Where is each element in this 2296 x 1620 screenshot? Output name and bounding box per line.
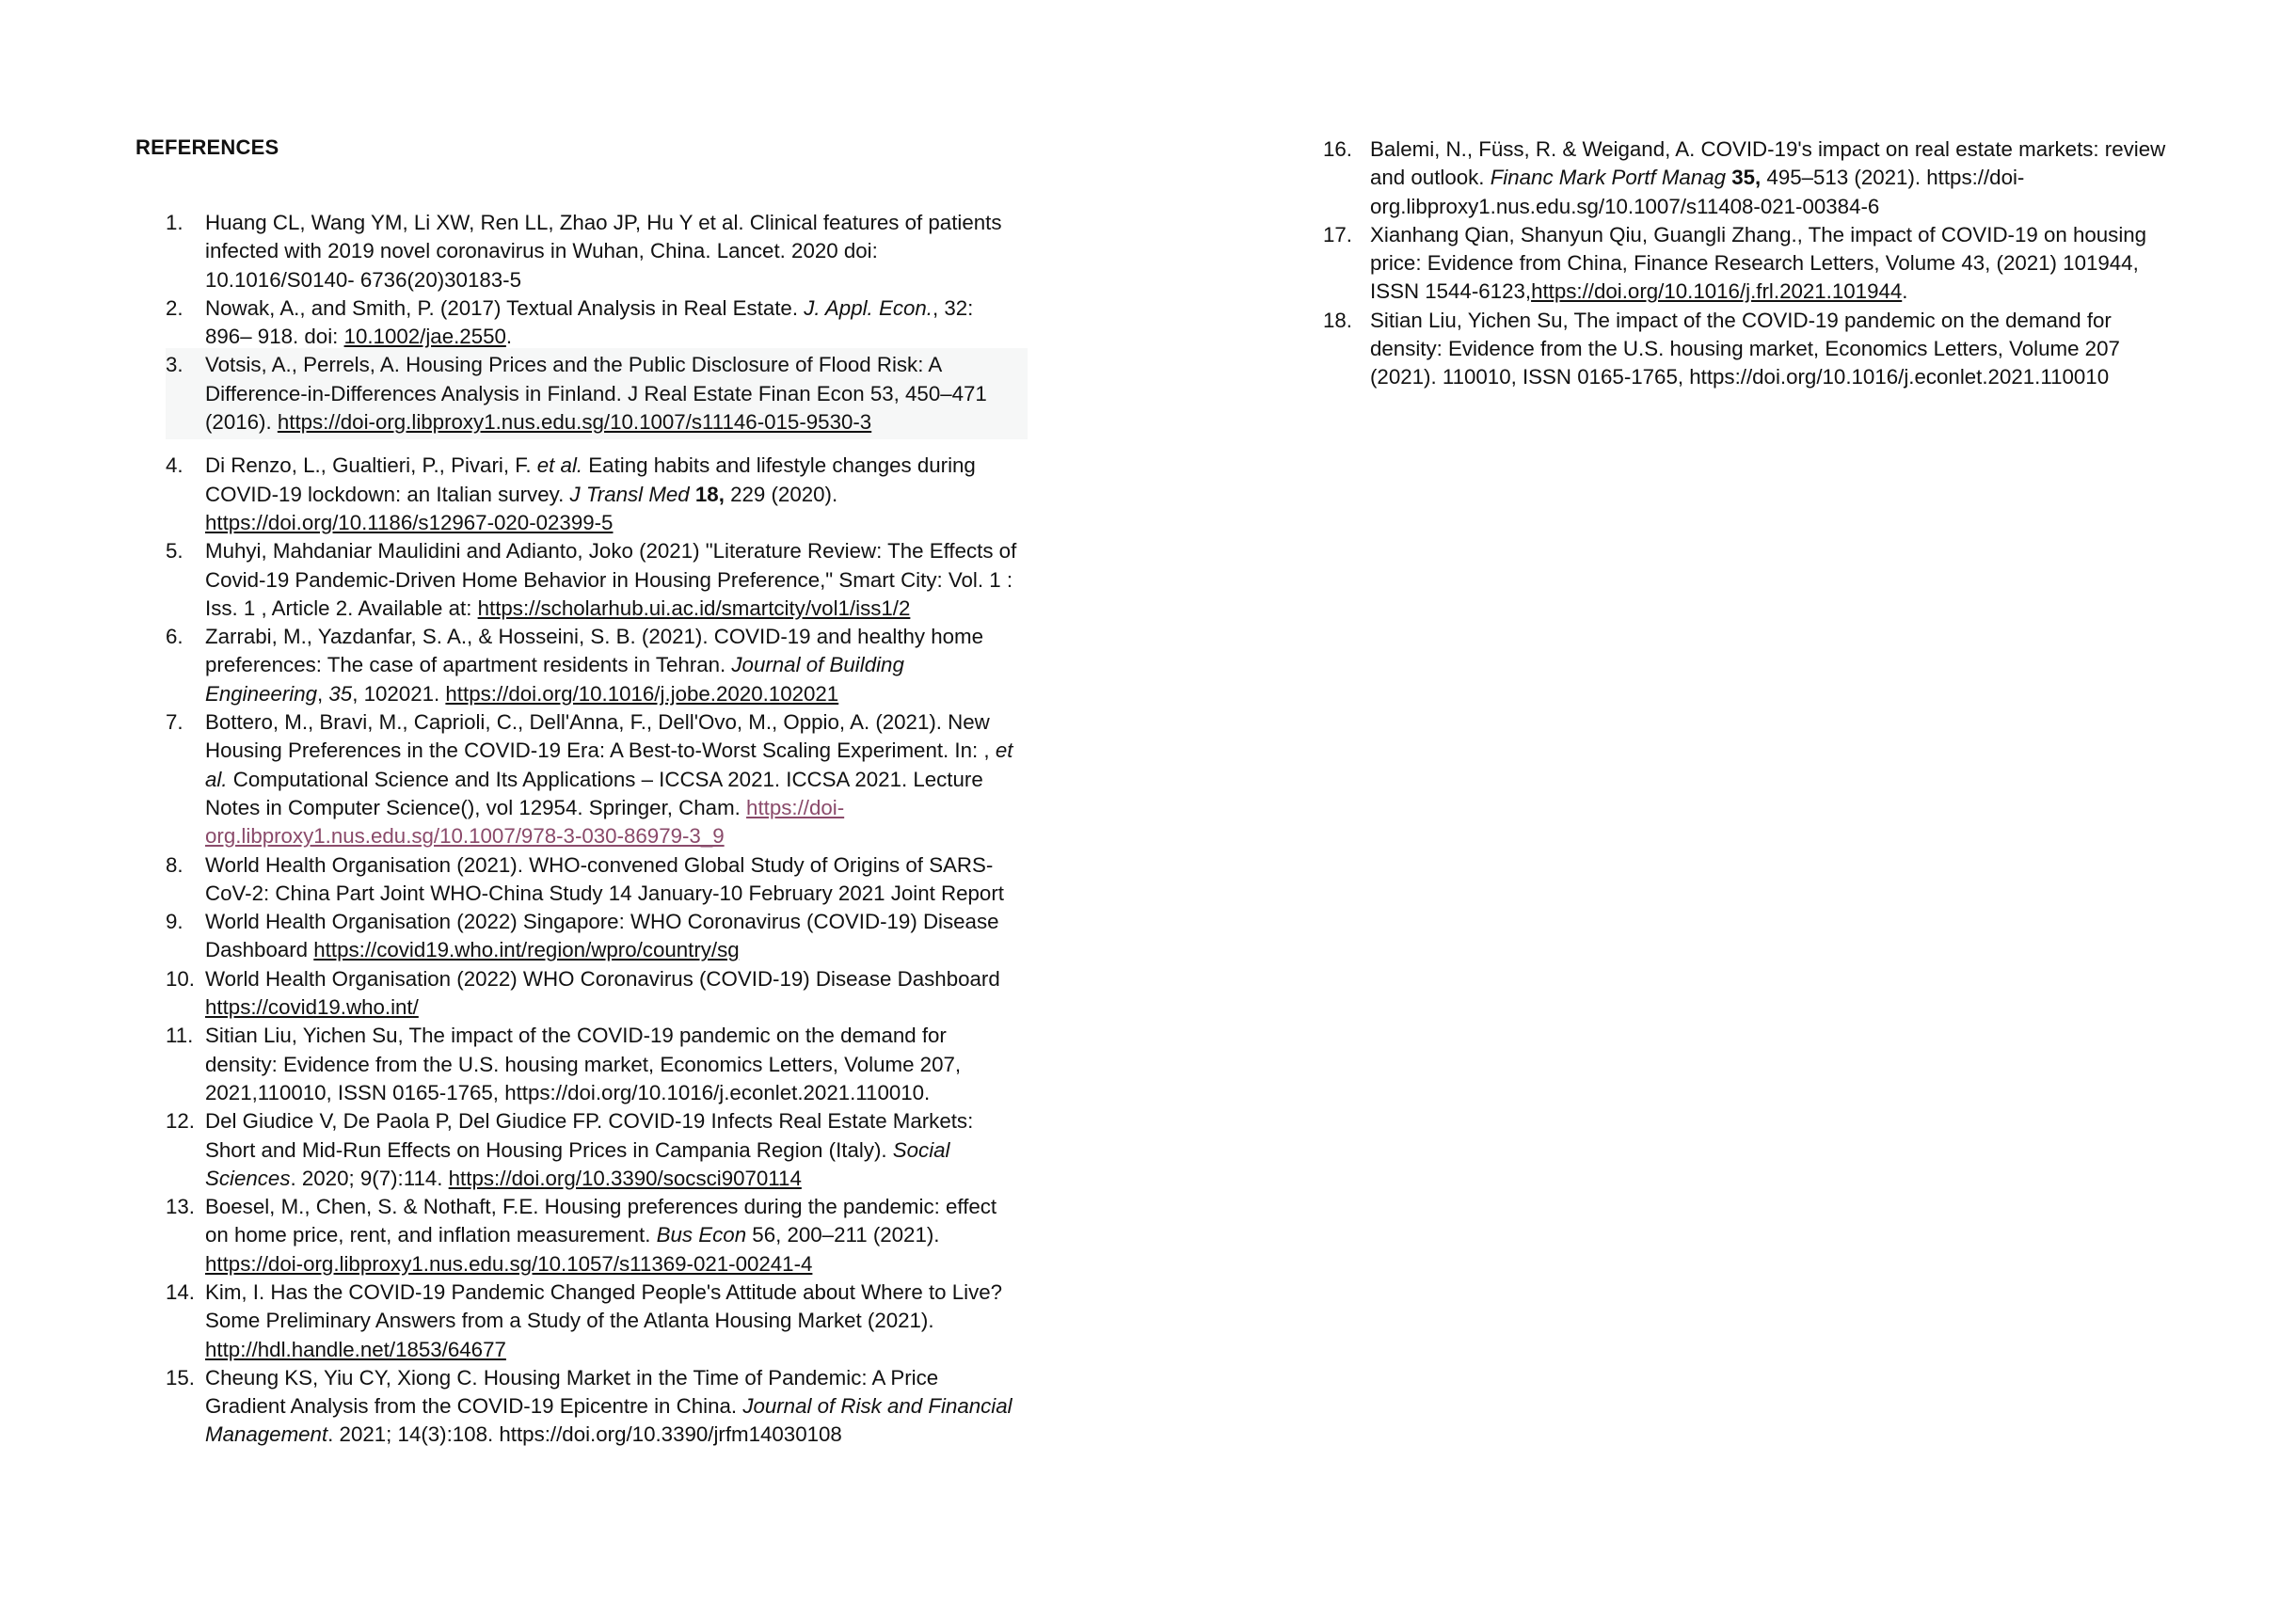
reference-8: 8. World Health Organisation (2021). WHO-convened Global Study of Origins of SARS-CoV-2: China Part Joint WHO-China Study 14 January-10 February 2021 Joint Report [166, 852, 1004, 905]
reference-link[interactable]: https://doi.org/10.1186/s12967-020-02399-5 [205, 510, 614, 534]
reference-text: . 2020; 9(7):114. [290, 1166, 449, 1190]
reference-9: 9. World Health Organisation (2022) Singapore: WHO Coronavirus (COVID-19) Disease Dashboard https://covid19.who.int/region/wpro/country/sg [166, 910, 999, 962]
reference-16: 16. Balemi, N., Füss, R. & Weigand, A. COVID-19's impact on real estate markets: review and outlook. Financ Mark Portf Manag 35, 495–513 (2021). https://doi-org.libproxy1.nus.edu.sg/10.1007/s11408-021-00384-6 [1323, 137, 2166, 218]
reference-link[interactable]: https://doi.org/10.3390/socsci9070114 [448, 1166, 802, 1190]
reference-link[interactable]: https://doi.org/10.1016/j.frl.2021.101944 [1531, 279, 1903, 304]
reference-text: Votsis, A., Perrels, A. Housing Prices and the Public Disclosure of Flood Risk: A Difference-in-Differences Analysis in Finland. J Real Estate Finan Econ 53, 450–471 (2016). [205, 353, 987, 435]
reference-journal: Bus Econ [656, 1223, 747, 1247]
reference-volume: 35 [328, 681, 353, 706]
reference-journal: J. Appl. Econ. [804, 295, 933, 320]
reference-etal: et al. [205, 739, 1013, 791]
reference-link[interactable]: http://hdl.handle.net/1853/64677 [205, 1337, 506, 1361]
reference-text: , [317, 681, 329, 706]
reference-text: 56, 200–211 (2021). [746, 1223, 940, 1247]
reference-link[interactable]: https://scholarhub.ui.ac.id/smartcity/vol1/iss1/2 [477, 596, 911, 620]
reference-text: Sitian Liu, Yichen Su, The impact of the COVID-19 pandemic on the demand for density: Evidence from the U.S. housing market, Economics Letters, Volume 207 (2021). 110010, ISSN 0165-1765, https://doi.org/10.1016/j.econlet.2021.110010 [1370, 308, 2120, 389]
reference-etal: et al. [536, 453, 583, 478]
reference-text: World Health Organisation (2021). WHO-convened Global Study of Origins of SARS-CoV-2: China Part Joint WHO-China Study 14 January-10 February 2021 Joint Report [205, 852, 1004, 905]
reference-text: Computational Science and Its Applications – ICCSA 2021. ICCSA 2021. Lecture Notes in Computer Science(), vol 12954. Springer, Cham. [205, 767, 983, 819]
reference-text: . 2021; 14(3):108. https://doi.org/10.3390/jrfm14030108 [327, 1422, 842, 1447]
reference-text: Bottero, M., Bravi, M., Caprioli, C., Dell'Anna, F., Dell'Ovo, M., Oppio, A. (2021). New Housing Preferences in the COVID-19 Era: A Best-to-Worst Scaling Experiment. In: , [205, 710, 996, 763]
reference-17: 17. Xianhang Qian, Shanyun Qiu, Guangli Zhang., The impact of COVID-19 on housing price: Evidence from China, Finance Research Letters, Volume 43, (2021) 101944, ISSN 1544-6123,https://doi.org/10.1016/j.frl.2021.101944. [1323, 222, 2147, 304]
reference-link[interactable]: https://doi.org/10.1016/j.jobe.2020.102021 [445, 681, 839, 706]
reference-1: 1. Huang CL, Wang YM, Li XW, Ren LL, Zhao JP, Hu Y et al. Clinical features of patients infected with 2019 novel coronavirus in Wuhan, China. Lancet. 2020 doi: 10.1016/S0140- 6736(20)30183-5 [166, 211, 1002, 292]
reference-text: World Health Organisation (2022) Singapore: WHO Coronavirus (COVID-19) Disease Dashboard [205, 910, 999, 962]
reference-text: 495–513 (2021). https://doi-org.libproxy1.nus.edu.sg/10.1007/s11408-021-00384-6 [1370, 166, 2025, 218]
references-heading: REFERENCES [136, 135, 279, 159]
reference-text: Sitian Liu, Yichen Su, The impact of the COVID-19 pandemic on the demand for density: Evidence from the U.S. housing market, Economics Letters, Volume 207, 2021,110010, ISSN 0165-1765, https://doi.org/10.1016/j.econlet.2021.110010. [205, 1024, 962, 1104]
reference-text: Muhyi, Mahdaniar Maulidini and Adianto, Joko (2021) "Literature Review: The Effects of Covid-19 Pandemic-Driven Home Behavior in Housing Preference," Smart City: Vol. 1 : Iss. 1 , Article 2. Available at: [205, 539, 1017, 620]
reference-6: 6. Zarrabi, M., Yazdanfar, S. A., & Hosseini, S. B. (2021). COVID-19 and healthy home preferences: The case of apartment residents in Tehran. Journal of Building Engineering, 35, 102021. https://doi.org/10.1016/j.jobe.2020.102021 [166, 625, 984, 706]
reference-journal: Financ Mark Portf Manag [1490, 166, 1727, 190]
reference-text: Balemi, N., Füss, R. & Weigand, A. COVID-19's impact on real estate markets: review and outlook. [1370, 137, 2166, 190]
reference-7: 7. Bottero, M., Bravi, M., Caprioli, C., Dell'Anna, F., Dell'Ovo, M., Oppio, A. (2021). New Housing Preferences in the COVID-19 Era: A Best-to-Worst Scaling Experiment. In: , et al. Computational Science and Its Applications – ICCSA 2021. ICCSA 2021. Lecture Notes in Computer Science(), vol 12954. Springer, Cham. https://doi-org.libproxy1.nus.edu.sg/10.1007/978-3-030-86979-3_9 [166, 710, 1013, 849]
reference-10: 10. World Health Organisation (2022) WHO Coronavirus (COVID-19) Disease Dashboard https://covid19.who.int/ [166, 966, 1000, 1020]
reference-journal: Journal of Building Engineering [205, 653, 904, 706]
reference-link[interactable]: https://doi-org.libproxy1.nus.edu.sg/10.1007/s11146-015-9530-3 [277, 410, 872, 435]
reference-link-visited[interactable]: https://doi-org.libproxy1.nus.edu.sg/10.1007/978-3-030-86979-3_9 [205, 795, 845, 849]
reference-link[interactable]: https://doi-org.libproxy1.nus.edu.sg/10.1057/s11369-021-00241-4 [205, 1251, 813, 1276]
reference-text: Kim, I. Has the COVID-19 Pandemic Changed People's Attitude about Where to Live? Some Preliminary Answers from a Study of the Atlanta Housing Market (2021). [205, 1279, 1003, 1333]
reference-list-left [166, 209, 1024, 1450]
reference-4: 4. Di Renzo, L., Gualtieri, P., Pivari, F. et al. Eating habits and lifestyle changes during COVID-19 lockdown: an Italian survey. J Transl Med 18, 229 (2020). https://doi.org/10.1186/s12967-020-02399-5 [166, 453, 976, 534]
reference-text: Huang CL, Wang YM, Li XW, Ren LL, Zhao JP, Hu Y et al. Clinical features of patients infected with 2019 novel coronavirus in Wuhan, China. Lancet. 2020 doi: 10.1016/S0140- 6736(20)30183-5 [205, 211, 1002, 292]
reference-text: Eating habits and lifestyle changes during COVID-19 lockdown: an Italian survey. [205, 453, 976, 506]
reference-text: , 102021. [352, 681, 446, 706]
reference-12: 12. Del Giudice V, De Paola P, Del Giudice FP. COVID-19 Infects Real Estate Markets: Short and Mid-Run Effects on Housing Prices in Campania Region (Italy). Social Sciences. 2020; 9(7):114. https://doi.org/10.3390/socsci9070114 [166, 1109, 974, 1190]
reference-text: World Health Organisation (2022) WHO Coronavirus (COVID-19) Disease Dashboard [205, 966, 1000, 991]
reference-text: Zarrabi, M., Yazdanfar, S. A., & Hosseini, S. B. (2021). COVID-19 and healthy home preferences: The case of apartment residents in Tehran. [205, 625, 984, 677]
reference-text: , 32: 896– 918. doi: [205, 295, 974, 349]
reference-volume: 35, [1726, 166, 1762, 190]
reference-text: 229 (2020). [724, 482, 838, 506]
reference-text: Di Renzo, L., Gualtieri, P., Pivari, F. [205, 453, 537, 478]
reference-volume: 18, [689, 482, 725, 506]
reference-text: Cheung KS, Yiu CY, Xiong C. Housing Market in the Time of Pandemic: A Price Gradient Analysis from the COVID-19 Epicentre in China. [205, 1365, 939, 1419]
reference-text: Boesel, M., Chen, S. & Nothaft, F.E. Housing preferences during the pandemic: effect on home price, rent, and inflation measurement. [205, 1195, 997, 1247]
reference-journal: Social Sciences [205, 1137, 950, 1190]
reference-link[interactable]: 10.1002/jae.2550 [343, 325, 506, 349]
reference-list-right [1323, 135, 2179, 392]
reference-journal: Journal of Risk and Financial Management [205, 1394, 1012, 1447]
reference-text: Nowak, A., and Smith, P. (2017) Textual Analysis in Real Estate. [205, 295, 805, 320]
reference-journal: J Transl Med [569, 482, 690, 506]
reference-5: 5. Muhyi, Mahdaniar Maulidini and Adianto, Joko (2021) "Literature Review: The Effects of Covid-19 Pandemic-Driven Home Behavior in Housing Preference," Smart City: Vol. 1 : Iss. 1 , Article 2. Available at: https://scholarhub.ui.ac.id/smartcity/vol1/iss1/2 [166, 539, 1017, 620]
reference-text: Del Giudice V, De Paola P, Del Giudice FP. COVID-19 Infects Real Estate Markets: Short and Mid-Run Effects on Housing Prices in Campania Region (Italy). [205, 1109, 974, 1162]
reference-15: 15. Cheung KS, Yiu CY, Xiong C. Housing Market in the Time of Pandemic: A Price Gradient Analysis from the COVID-19 Epicentre in China. Journal of Risk and Financial Management. 2021; 14(3):108. https://doi.org/10.3390/jrfm14030108 [166, 1365, 1012, 1447]
reference-18: 18. Sitian Liu, Yichen Su, The impact of the COVID-19 pandemic on the demand for density: Evidence from the U.S. housing market, Economics Letters, Volume 207 (2021). 110010, ISSN 0165-1765, https://doi.org/10.1016/j.econlet.2021.110010 [1323, 308, 2120, 389]
reference-link[interactable]: https://covid19.who.int/ [205, 995, 419, 1020]
reference-14: 14. Kim, I. Has the COVID-19 Pandemic Changed People's Attitude about Where to Live? Some Preliminary Answers from a Study of the Atlanta Housing Market (2021). http://hdl.handle.net/1853/64677 [166, 1279, 1003, 1361]
reference-2: 2. Nowak, A., and Smith, P. (2017) Textual Analysis in Real Estate. J. Appl. Econ., 32: 896– 918. doi: 10.1002/jae.2550. [166, 295, 974, 349]
reference-text: Xianhang Qian, Shanyun Qiu, Guangli Zhang., The impact of COVID-19 on housing price: Evidence from China, Finance Research Letters, Volume 43, (2021) 101944, ISSN 1544-6123, [1370, 222, 2147, 304]
reference-3: 3. Votsis, A., Perrels, A. Housing Prices and the Public Disclosure of Flood Risk: A Difference-in-Differences Analysis in Finland. J Real Estate Finan Econ 53, 450–471 (2016). https://doi-org.libproxy1.nus.edu.sg/10.1007/s11146-015-9530-3 [166, 348, 1028, 439]
reference-13: 13. Boesel, M., Chen, S. & Nothaft, F.E. Housing preferences during the pandemic: effect on home price, rent, and inflation measurement. Bus Econ 56, 200–211 (2021). https://doi-org.libproxy1.nus.edu.sg/10.1057/s11369-021-00241-4 [166, 1195, 997, 1276]
reference-11: 11. Sitian Liu, Yichen Su, The impact of the COVID-19 pandemic on the demand for density: Evidence from the U.S. housing market, Economics Letters, Volume 207, 2021,110010, ISSN 0165-1765, https://doi.org/10.1016/j.econlet.2021.110010. [166, 1024, 962, 1104]
reference-link[interactable]: https://covid19.who.int/region/wpro/country/sg [313, 938, 740, 962]
reference-text: . [505, 325, 513, 349]
reference-text: . [1902, 279, 1908, 304]
